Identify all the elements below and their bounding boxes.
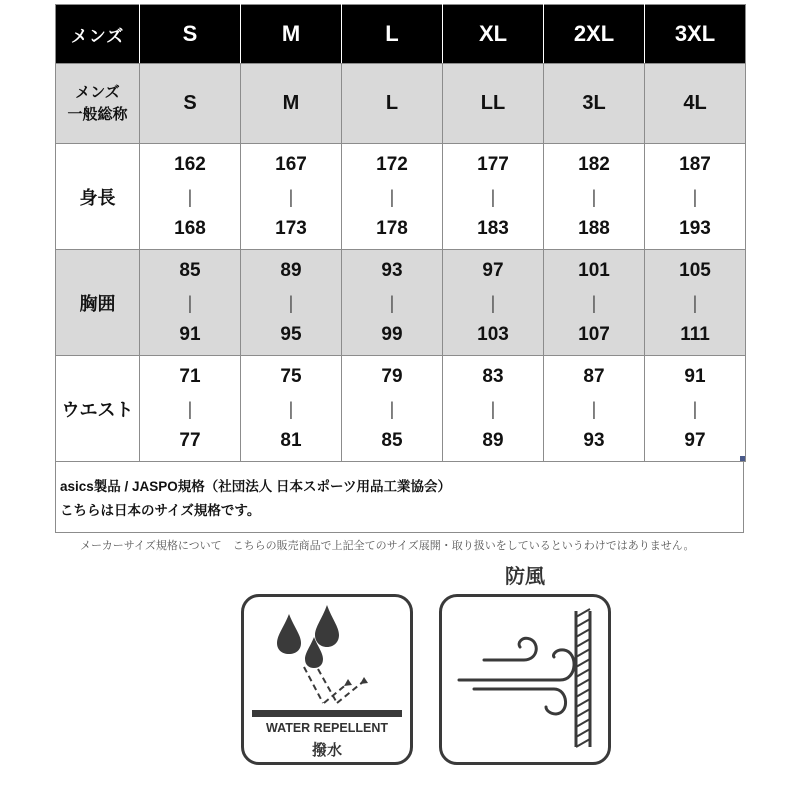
- range-cell: [645, 144, 746, 250]
- chest-label: 胸囲: [56, 250, 140, 356]
- range-max: 107: [578, 323, 610, 345]
- range-min: 83: [482, 365, 504, 387]
- size-header-row: [56, 5, 746, 64]
- range-cell: [645, 356, 746, 462]
- range-max: 91: [179, 323, 201, 345]
- waist-row: [56, 356, 746, 462]
- range-separator: |: [692, 292, 698, 313]
- general-size-cell: 3L: [544, 64, 645, 144]
- size-header-cell: M: [241, 5, 342, 64]
- range-cell: [544, 356, 645, 462]
- general-label-line2: 一般総称: [67, 105, 128, 123]
- range-separator: |: [187, 186, 193, 207]
- general-size-row: [56, 64, 746, 144]
- range-min: 101: [578, 259, 610, 281]
- range-separator: |: [187, 292, 193, 313]
- range-cell: [342, 250, 443, 356]
- range-min: 71: [179, 365, 201, 387]
- range-separator: |: [490, 186, 496, 207]
- size-standard-notes: [55, 461, 744, 533]
- range-min: 93: [381, 259, 403, 281]
- range-separator: |: [692, 186, 698, 207]
- range-min: 177: [477, 153, 509, 175]
- size-header-cell: 3XL: [645, 5, 746, 64]
- waist-label: ウエスト: [56, 356, 140, 462]
- range-cell: [241, 250, 342, 356]
- general-size-cell: 4L: [645, 64, 746, 144]
- windproof-icon: [442, 597, 608, 762]
- range-max: 77: [179, 429, 201, 451]
- general-size-cell: L: [342, 64, 443, 144]
- range-min: 162: [174, 153, 206, 175]
- water-repellent-label-en: WATER REPELLENT: [266, 721, 388, 735]
- range-min: 105: [679, 259, 711, 281]
- general-label-line1: メンズ: [75, 83, 120, 101]
- range-max: 85: [381, 429, 403, 451]
- range-min: 182: [578, 153, 610, 175]
- range-min: 75: [280, 365, 302, 387]
- header-label: メンズ: [56, 5, 140, 64]
- range-cell: [443, 356, 544, 462]
- height-row: [56, 144, 746, 250]
- range-max: 193: [679, 217, 711, 239]
- range-cell: [140, 356, 241, 462]
- range-cell: [544, 250, 645, 356]
- water-repellent-icon: [244, 597, 410, 762]
- maker-size-disclaimer: メーカーサイズ規格について こちらの販売商品で上記全てのサイズ展開・取り扱いをしているというわけではありません。: [80, 540, 695, 552]
- range-separator: |: [591, 292, 597, 313]
- range-separator: |: [389, 398, 395, 419]
- chest-row: [56, 250, 746, 356]
- general-size-cell: M: [241, 64, 342, 144]
- range-max: 89: [482, 429, 504, 451]
- notes-line-2: こちらは日本のサイズ規格です。: [60, 503, 261, 518]
- range-max: 168: [174, 217, 206, 239]
- size-header-cell: S: [140, 5, 241, 64]
- range-separator: |: [692, 398, 698, 419]
- range-separator: |: [490, 292, 496, 313]
- range-max: 178: [376, 217, 408, 239]
- size-chart-table: [55, 4, 746, 462]
- range-separator: |: [591, 398, 597, 419]
- range-min: 187: [679, 153, 711, 175]
- range-cell: [241, 356, 342, 462]
- range-cell: [342, 356, 443, 462]
- water-repellent-badge: [241, 594, 413, 765]
- range-separator: |: [288, 398, 294, 419]
- range-separator: |: [389, 292, 395, 313]
- range-cell: [443, 144, 544, 250]
- range-separator: |: [389, 186, 395, 207]
- windproof-title: 防風: [505, 566, 545, 588]
- range-cell: [443, 250, 544, 356]
- range-min: 172: [376, 153, 408, 175]
- range-separator: |: [591, 186, 597, 207]
- range-min: 85: [179, 259, 201, 281]
- notes-line-1: asics製品 / JASPO規格（社団法人 日本スポーツ用品工業協会）: [60, 479, 452, 494]
- height-label: 身長: [56, 144, 140, 250]
- size-header-cell: XL: [443, 5, 544, 64]
- range-separator: |: [288, 186, 294, 207]
- range-cell: [342, 144, 443, 250]
- range-max: 188: [578, 217, 610, 239]
- range-max: 93: [583, 429, 605, 451]
- range-min: 167: [275, 153, 307, 175]
- range-max: 111: [680, 323, 710, 345]
- range-cell: [645, 250, 746, 356]
- range-separator: |: [288, 292, 294, 313]
- range-separator: |: [187, 398, 193, 419]
- range-cell: [140, 250, 241, 356]
- size-header-cell: 2XL: [544, 5, 645, 64]
- range-min: 79: [381, 365, 403, 387]
- range-max: 95: [280, 323, 302, 345]
- range-min: 87: [583, 365, 605, 387]
- range-separator: |: [490, 398, 496, 419]
- range-cell: [544, 144, 645, 250]
- range-min: 89: [280, 259, 302, 281]
- size-header-cell: L: [342, 5, 443, 64]
- range-max: 97: [684, 429, 706, 451]
- general-size-label: [56, 64, 140, 144]
- range-min: 97: [482, 259, 504, 281]
- general-size-cell: S: [140, 64, 241, 144]
- water-repellent-label-jp: 撥水: [311, 742, 342, 759]
- range-cell: [241, 144, 342, 250]
- windproof-badge: [439, 594, 611, 765]
- range-max: 99: [381, 323, 403, 345]
- general-size-cell: LL: [443, 64, 544, 144]
- range-max: 81: [280, 429, 302, 451]
- range-min: 91: [684, 365, 706, 387]
- range-max: 173: [275, 217, 307, 239]
- range-max: 103: [477, 323, 509, 345]
- range-cell: [140, 144, 241, 250]
- range-max: 183: [477, 217, 509, 239]
